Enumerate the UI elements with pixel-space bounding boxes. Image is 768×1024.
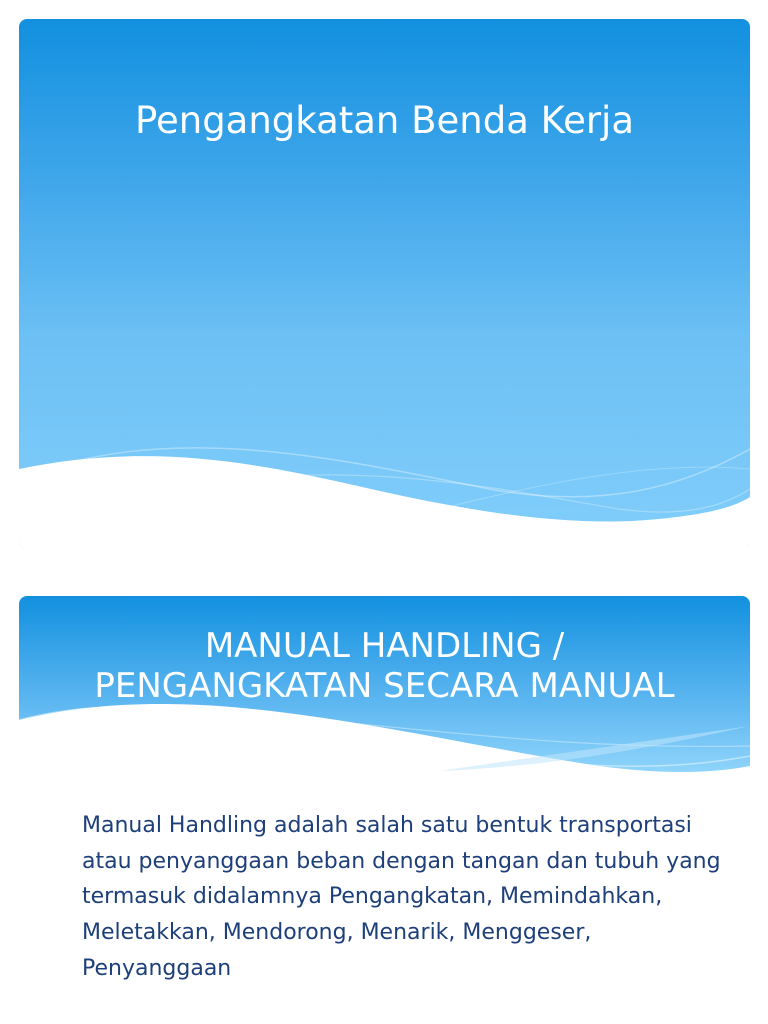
slide-2-title-line-1: MANUAL HANDLING /: [204, 626, 565, 666]
slide-2-title: [19, 626, 750, 706]
slide-2: [19, 596, 750, 1024]
slide-1-title: Pengangkatan Benda Kerja: [134, 99, 634, 142]
slide-2-body-text: Manual Handling adalah salah satu bentuk transportasi atau penyanggaan beban dengan tangan dan tubuh yang termasuk didalamnya Pengangkatan, Memindahkan, Meletakkan, Mendorong, Menarik, Menggeser, Penyanggaan: [82, 813, 721, 981]
slide-1: [19, 19, 750, 549]
slide-2-title-line-2: PENGANGKATAN SECARA MANUAL: [94, 666, 675, 707]
